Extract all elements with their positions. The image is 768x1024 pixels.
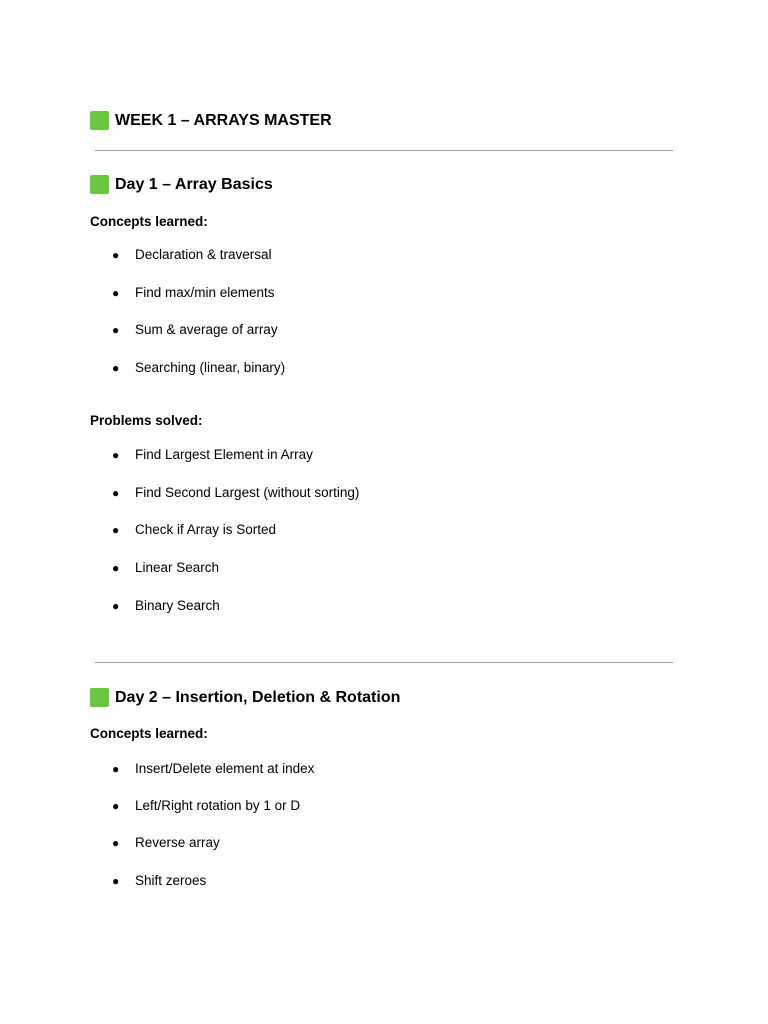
bullet-icon: ● [112, 485, 120, 500]
list-item: ● Binary Search [112, 598, 220, 613]
horizontal-rule [95, 662, 673, 663]
list-item: ● Searching (linear, binary) [112, 360, 286, 375]
list-item: ● Find Largest Element in Array [112, 447, 313, 462]
bullet-icon: ● [112, 447, 120, 462]
green-square-icon [90, 175, 109, 194]
list-item: ● Find Second Largest (without sorting) [112, 485, 360, 500]
day1-title: Day 1 – Array Basics [115, 175, 273, 193]
bullet-icon: ● [112, 873, 120, 888]
bullet-icon: ● [112, 598, 120, 613]
list-item: ● Insert/Delete element at index [112, 761, 315, 776]
green-square-icon [90, 111, 109, 130]
bullet-icon: ● [112, 798, 120, 813]
list-item: ● Find max/min elements [112, 285, 275, 300]
day2-heading [90, 688, 400, 707]
bullet-icon: ● [112, 285, 120, 300]
list-item: ● Left/Right rotation by 1 or D [112, 798, 301, 813]
list-item: ● Shift zeroes [112, 873, 207, 888]
bullet-icon: ● [112, 360, 120, 375]
bullet-icon: ● [112, 247, 120, 262]
horizontal-rule [95, 150, 673, 151]
list-item: ● Sum & average of array [112, 322, 278, 337]
list-item: ● Check if Array is Sorted [112, 522, 277, 537]
day1-heading [90, 175, 273, 194]
day1-problems-label: Problems solved: [90, 413, 203, 428]
day1-concepts-label: Concepts learned: [90, 214, 208, 229]
list-item: ● Declaration & traversal [112, 247, 272, 262]
bullet-icon: ● [112, 322, 120, 337]
bullet-icon: ● [112, 761, 120, 776]
bullet-icon: ● [112, 522, 120, 537]
day2-concepts-label: Concepts learned: [90, 726, 208, 741]
week-title: WEEK 1 – ARRAYS MASTER [115, 111, 332, 129]
bullet-icon: ● [112, 835, 120, 850]
bullet-icon: ● [112, 560, 120, 575]
day2-title: Day 2 – Insertion, Deletion & Rotation [115, 688, 401, 706]
list-item: ● Linear Search [112, 560, 220, 575]
week-heading [90, 111, 332, 130]
list-item: ● Reverse array [112, 835, 220, 850]
green-square-icon [90, 688, 109, 707]
